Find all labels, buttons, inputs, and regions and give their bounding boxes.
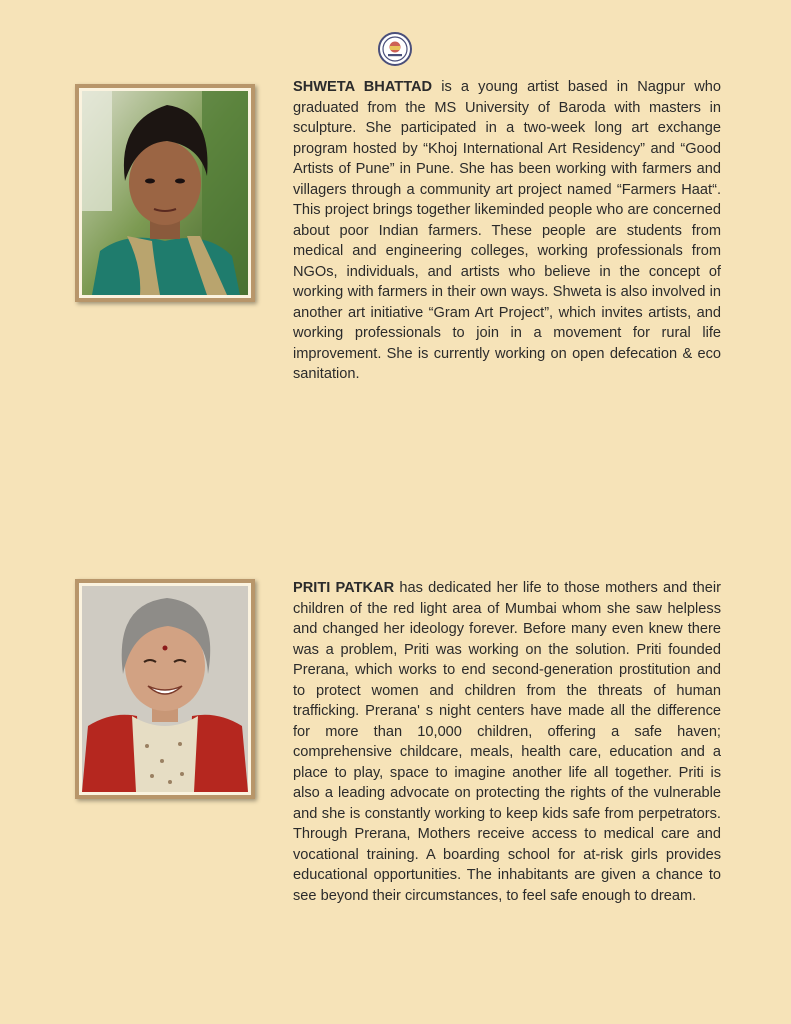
profile-name: PRITI PATKAR [293, 580, 395, 596]
profile-bio-text: is a young artist based in Nagpur who graduated from the MS University of Baroda with masters in sculpture. She participated in a two-week long art exchange program hosted by “Khoj International Art Residency” and “Good Artists of Pune” in Pune. She has been working with farmers and villagers through a community art project named “Farmers Haat“. This project brings together likeminded people who are concerned about poor Indian farmers. These people are students from medical and engineering colleges, working professionals from NGOs, individuals, and artists who believe in the concept of working with farmers in their own ways. Shweta is also involved in another art initiative “Gram Art Project”, which invites artists, and working professionals to join in a movement for rural life improvement. She is currently working on open defecation & eco sanitation. [293, 79, 721, 382]
profile-photo-frame [75, 84, 255, 302]
emblem-icon [378, 32, 412, 66]
portrait-photo-shweta [82, 91, 248, 295]
profile-bio-priti [293, 578, 721, 906]
profile-bio-shweta [293, 77, 721, 385]
portrait-photo-priti [82, 586, 248, 792]
profile-bio-text: has dedicated her life to those mothers and their children of the red light area of Mumbai whom she saw helpless and changed her ideology forever. Before many even knew there was a problem, Priti was working on the solution. Priti founded Prerana, which works to end second-generation prostitution and to protect women and children from the threats of human trafficking. Prerana' s night centers have made all the difference for more than 10,000 children, offering a safe haven; comprehensive childcare, meals, health care, education and a place to play, space to imagine another life all together. Priti is also a leading advocate on protecting the rights of the vulnerable and she is constantly working to keep kids safe from perpetrators. Through Prerana, Mothers receive access to medical care and vocational training. A boarding school for at-risk girls provides educational opportunities. The inhabitants are given a chance to see beyond their circumstances, to feel safe enough to dream. [293, 580, 721, 904]
profile-photo-frame [75, 579, 255, 799]
profile-name: SHWETA BHATTAD [293, 79, 433, 95]
